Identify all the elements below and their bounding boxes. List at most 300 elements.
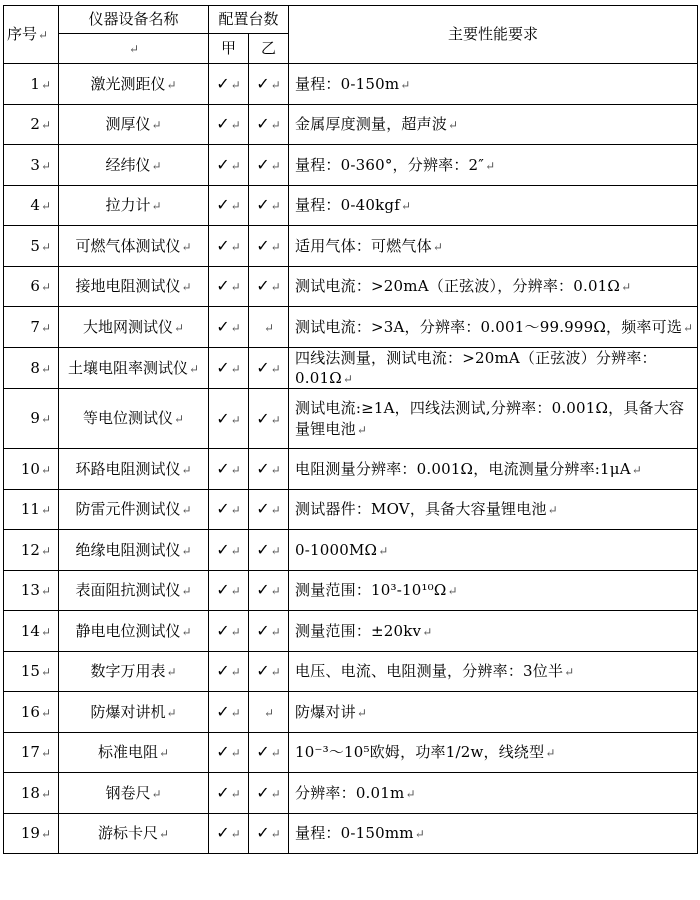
para-mark: ↵	[270, 280, 281, 295]
para-mark: ↵	[485, 158, 496, 173]
para-mark: ↵	[270, 827, 281, 842]
para-mark: ↵	[405, 786, 416, 801]
para-mark: ↵	[270, 746, 281, 761]
check-icon: ✓	[256, 408, 270, 428]
performance-text: 测试电流：>20mA（正弦波），分辨率：0.01Ω	[295, 277, 621, 296]
equipment-name: 表面阻抗测试仪	[75, 581, 181, 600]
para-mark: ↵	[40, 746, 51, 761]
table-row	[4, 449, 698, 490]
equipment-name: 绝缘电阻测试仪	[75, 540, 181, 559]
cell-config-b	[249, 611, 289, 652]
seq-number: 3	[30, 155, 40, 174]
cell-seq	[4, 732, 59, 773]
cell-name	[59, 104, 209, 145]
table-row	[4, 530, 698, 571]
para-mark: ↵	[37, 28, 49, 43]
para-mark: ↵	[230, 158, 241, 173]
para-mark: ↵	[166, 705, 177, 720]
check-icon: ✓	[216, 114, 230, 134]
table-row	[4, 651, 698, 692]
cell-config-a	[209, 530, 249, 571]
check-icon: ✓	[216, 235, 230, 255]
table-row	[4, 489, 698, 530]
para-mark: ↵	[151, 118, 162, 133]
para-mark: ↵	[230, 412, 241, 427]
cell-name	[59, 266, 209, 307]
check-icon: ✓	[256, 357, 270, 377]
equipment-name: 大地网测试仪	[82, 317, 173, 336]
para-mark: ↵	[230, 543, 241, 558]
equipment-name: 等电位测试仪	[82, 409, 173, 428]
seq-number: 13	[20, 581, 40, 600]
para-mark: ↵	[40, 543, 51, 558]
para-mark: ↵	[378, 543, 389, 558]
para-mark: ↵	[151, 158, 162, 173]
para-mark: ↵	[128, 42, 140, 57]
para-mark: ↵	[432, 239, 444, 254]
seq-number: 4	[30, 196, 40, 215]
header-perf	[289, 6, 698, 64]
header-seq-label: 序号	[6, 25, 37, 44]
para-mark: ↵	[263, 705, 275, 720]
check-icon: ✓	[256, 114, 270, 134]
check-icon: ✓	[216, 782, 230, 802]
header-perf-label: 主要性能要求	[448, 25, 539, 44]
seq-number: 16	[20, 702, 40, 721]
cell-name	[59, 145, 209, 186]
cell-performance	[289, 104, 698, 145]
para-mark: ↵	[342, 371, 354, 386]
para-mark: ↵	[230, 665, 241, 680]
seq-number: 14	[20, 621, 40, 640]
check-icon: ✓	[256, 539, 270, 559]
cell-config-b	[249, 773, 289, 814]
cell-name	[59, 347, 209, 389]
para-mark: ↵	[40, 239, 51, 254]
header-name-label: 仪器设备名称	[88, 10, 179, 29]
cell-performance	[289, 449, 698, 490]
para-mark: ↵	[230, 239, 241, 254]
check-icon: ✓	[216, 701, 230, 721]
cell-name	[59, 530, 209, 571]
header-name-sub	[59, 34, 209, 64]
cell-seq	[4, 570, 59, 611]
check-icon: ✓	[256, 195, 270, 215]
seq-number: 8	[30, 358, 40, 377]
para-mark: ↵	[40, 503, 51, 518]
table-row	[4, 570, 698, 611]
equipment-name: 激光测距仪	[90, 74, 166, 93]
cell-config-b	[249, 347, 289, 389]
performance-text: 10⁻³～10⁵欧姆，功率1/2w，线绕型	[295, 743, 545, 762]
para-mark: ↵	[166, 665, 177, 680]
cell-seq	[4, 530, 59, 571]
performance-text: 量程：0-150m	[295, 74, 400, 93]
cell-name	[59, 570, 209, 611]
cell-seq	[4, 449, 59, 490]
cell-performance	[289, 732, 698, 773]
para-mark: ↵	[414, 827, 425, 842]
cell-performance	[289, 64, 698, 105]
cell-performance	[289, 347, 698, 389]
performance-text: 四线法测量，测试电流：>20mA（正弦波）分辨率：0.01Ω	[295, 348, 657, 387]
para-mark: ↵	[270, 665, 281, 680]
check-icon: ✓	[256, 73, 270, 93]
para-mark: ↵	[422, 624, 433, 639]
seq-number: 5	[30, 236, 40, 255]
performance-text: 电压、电流、电阻测量，分辨率：3位半	[295, 662, 564, 681]
check-icon: ✓	[216, 154, 230, 174]
equipment-name: 数字万用表	[90, 662, 166, 681]
cell-name	[59, 611, 209, 652]
table-row	[4, 307, 698, 348]
para-mark: ↵	[230, 361, 241, 376]
table-row	[4, 64, 698, 105]
cell-performance	[289, 813, 698, 854]
cell-config-a	[209, 489, 249, 530]
para-mark: ↵	[270, 158, 281, 173]
cell-performance	[289, 226, 698, 267]
para-mark: ↵	[181, 543, 192, 558]
para-mark: ↵	[40, 158, 51, 173]
para-mark: ↵	[230, 786, 241, 801]
cell-performance	[289, 570, 698, 611]
cell-config-a	[209, 651, 249, 692]
seq-number: 18	[20, 783, 40, 802]
seq-number: 1	[30, 74, 40, 93]
table-row	[4, 389, 698, 449]
equipment-name: 土壤电阻率测试仪	[67, 358, 188, 377]
check-icon: ✓	[256, 458, 270, 478]
equipment-name: 钢卷尺	[105, 783, 151, 802]
para-mark: ↵	[447, 584, 458, 599]
header-b	[249, 34, 289, 64]
cell-name	[59, 773, 209, 814]
performance-text: 0-1000MΩ	[295, 540, 378, 559]
cell-performance	[289, 773, 698, 814]
cell-config-b	[249, 64, 289, 105]
para-mark: ↵	[188, 361, 200, 376]
equipment-name: 测厚仪	[105, 115, 151, 134]
para-mark: ↵	[40, 705, 51, 720]
cell-seq	[4, 347, 59, 389]
cell-config-b	[249, 185, 289, 226]
para-mark: ↵	[181, 503, 192, 518]
header-b-label: 乙	[261, 39, 277, 58]
performance-text: 量程：0-360°，分辨率：2″	[295, 155, 485, 174]
para-mark: ↵	[230, 584, 241, 599]
cell-name	[59, 307, 209, 348]
para-mark: ↵	[181, 584, 192, 599]
para-mark: ↵	[683, 320, 694, 335]
para-mark: ↵	[40, 320, 51, 335]
cell-name	[59, 651, 209, 692]
check-icon: ✓	[216, 357, 230, 377]
para-mark: ↵	[356, 705, 368, 720]
para-mark: ↵	[40, 462, 51, 477]
para-mark: ↵	[230, 280, 241, 295]
para-mark: ↵	[40, 199, 51, 214]
seq-number: 10	[20, 459, 40, 478]
seq-number: 19	[20, 824, 40, 843]
cell-seq	[4, 813, 59, 854]
cell-config-b	[249, 732, 289, 773]
cell-config-a	[209, 773, 249, 814]
para-mark: ↵	[40, 624, 51, 639]
table-row	[4, 226, 698, 267]
table-row	[4, 266, 698, 307]
para-mark: ↵	[270, 503, 281, 518]
para-mark: ↵	[270, 412, 281, 427]
cell-performance	[289, 307, 698, 348]
para-mark: ↵	[230, 77, 241, 92]
equipment-name: 可燃气体测试仪	[75, 236, 181, 255]
cell-config-b	[249, 389, 289, 449]
para-mark: ↵	[40, 280, 51, 295]
para-mark: ↵	[263, 320, 275, 335]
cell-seq	[4, 226, 59, 267]
check-icon: ✓	[216, 408, 230, 428]
performance-text: 测量范围：10³-10¹⁰Ω	[295, 581, 447, 600]
para-mark: ↵	[230, 746, 241, 761]
performance-text: 电阻测量分辨率：0.001Ω，电流测量分辨率:1μA	[295, 459, 631, 478]
equipment-name: 拉力计	[105, 196, 151, 215]
cell-name	[59, 732, 209, 773]
table-row	[4, 813, 698, 854]
para-mark: ↵	[230, 827, 241, 842]
cell-config-a	[209, 307, 249, 348]
performance-text: 测量范围：±20kv	[295, 621, 422, 640]
cell-config-a	[209, 813, 249, 854]
seq-number: 6	[30, 277, 40, 296]
cell-performance	[289, 266, 698, 307]
para-mark: ↵	[230, 624, 241, 639]
cell-config-a	[209, 449, 249, 490]
equipment-name: 防雷元件测试仪	[75, 500, 181, 519]
cell-config-b	[249, 813, 289, 854]
cell-performance	[289, 185, 698, 226]
equipment-name: 防爆对讲机	[90, 702, 166, 721]
para-mark: ↵	[181, 462, 192, 477]
cell-seq	[4, 185, 59, 226]
cell-config-b	[249, 692, 289, 733]
cell-config-a	[209, 692, 249, 733]
cell-config-b	[249, 226, 289, 267]
cell-config-a	[209, 611, 249, 652]
para-mark: ↵	[40, 786, 51, 801]
para-mark: ↵	[181, 624, 192, 639]
para-mark: ↵	[270, 77, 281, 92]
para-mark: ↵	[356, 422, 368, 437]
para-mark: ↵	[40, 665, 51, 680]
check-icon: ✓	[216, 823, 230, 843]
check-icon: ✓	[256, 276, 270, 296]
cell-performance	[289, 611, 698, 652]
para-mark: ↵	[158, 746, 170, 761]
equipment-name: 游标卡尺	[97, 824, 158, 843]
cell-config-a	[209, 266, 249, 307]
cell-config-b	[249, 530, 289, 571]
cell-name	[59, 226, 209, 267]
table-row	[4, 732, 698, 773]
check-icon: ✓	[256, 742, 270, 762]
equipment-name: 静电电位测试仪	[75, 621, 181, 640]
para-mark: ↵	[40, 584, 51, 599]
para-mark: ↵	[181, 239, 192, 254]
check-icon: ✓	[256, 620, 270, 640]
para-mark: ↵	[270, 462, 281, 477]
table-body	[4, 64, 698, 854]
cell-seq	[4, 651, 59, 692]
cell-name	[59, 692, 209, 733]
header-row-top	[4, 6, 698, 34]
para-mark: ↵	[158, 827, 170, 842]
para-mark: ↵	[631, 462, 643, 477]
table-row	[4, 773, 698, 814]
para-mark: ↵	[166, 77, 177, 92]
para-mark: ↵	[230, 320, 241, 335]
seq-number: 9	[30, 409, 40, 428]
cell-name	[59, 185, 209, 226]
performance-text: 测试电流:≥1A，四线法测试,分辨率：0.001Ω，具备大容量锂电池	[295, 399, 685, 438]
performance-text: 量程：0-150mm	[295, 824, 414, 843]
para-mark: ↵	[448, 118, 459, 133]
table-row	[4, 611, 698, 652]
cell-seq	[4, 611, 59, 652]
cell-name	[59, 813, 209, 854]
para-mark: ↵	[40, 827, 51, 842]
check-icon: ✓	[216, 73, 230, 93]
check-icon: ✓	[256, 661, 270, 681]
cell-seq	[4, 64, 59, 105]
cell-config-b	[249, 449, 289, 490]
para-mark: ↵	[173, 412, 185, 427]
equipment-name: 环路电阻测试仪	[75, 459, 181, 478]
para-mark: ↵	[230, 705, 241, 720]
cell-performance	[289, 651, 698, 692]
header-a	[209, 34, 249, 64]
para-mark: ↵	[270, 624, 281, 639]
cell-config-b	[249, 266, 289, 307]
check-icon: ✓	[216, 195, 230, 215]
para-mark: ↵	[270, 118, 281, 133]
cell-config-a	[209, 145, 249, 186]
para-mark: ↵	[173, 320, 185, 335]
para-mark: ↵	[151, 199, 162, 214]
check-icon: ✓	[216, 661, 230, 681]
para-mark: ↵	[181, 280, 192, 295]
performance-text: 测试电流：>3A，分辨率：0.001～99.999Ω，频率可选	[295, 317, 683, 336]
header-seq	[4, 6, 59, 64]
performance-text: 防爆对讲	[295, 702, 356, 721]
para-mark: ↵	[545, 746, 556, 761]
cell-config-a	[209, 732, 249, 773]
cell-seq	[4, 266, 59, 307]
performance-text: 分辨率：0.01m	[295, 783, 405, 802]
seq-number: 11	[20, 500, 40, 519]
para-mark: ↵	[40, 77, 51, 92]
seq-number: 12	[20, 540, 40, 559]
para-mark: ↵	[270, 361, 281, 376]
check-icon: ✓	[216, 742, 230, 762]
cell-name	[59, 449, 209, 490]
check-icon: ✓	[216, 580, 230, 600]
cell-name	[59, 489, 209, 530]
table-row	[4, 185, 698, 226]
cell-seq	[4, 692, 59, 733]
para-mark: ↵	[40, 361, 51, 376]
check-icon: ✓	[216, 458, 230, 478]
table-row	[4, 692, 698, 733]
cell-config-a	[209, 185, 249, 226]
seq-number: 7	[30, 317, 40, 336]
performance-text: 测试器件：MOV，具备大容量锂电池	[295, 500, 547, 519]
check-icon: ✓	[216, 316, 230, 336]
para-mark: ↵	[400, 77, 411, 92]
cell-seq	[4, 489, 59, 530]
cell-seq	[4, 773, 59, 814]
cell-performance	[289, 692, 698, 733]
cell-seq	[4, 389, 59, 449]
header-config	[209, 6, 289, 34]
cell-config-b	[249, 570, 289, 611]
seq-number: 2	[30, 115, 40, 134]
check-icon: ✓	[256, 154, 270, 174]
cell-config-a	[209, 64, 249, 105]
check-icon: ✓	[216, 499, 230, 519]
performance-text: 量程：0-40kgf	[295, 196, 400, 215]
equipment-name: 接地电阻测试仪	[75, 277, 181, 296]
cell-performance	[289, 145, 698, 186]
para-mark: ↵	[547, 503, 558, 518]
cell-config-b	[249, 307, 289, 348]
para-mark: ↵	[270, 543, 281, 558]
cell-config-b	[249, 651, 289, 692]
header-a-label: 甲	[220, 39, 236, 58]
equipment-name: 标准电阻	[97, 743, 158, 762]
cell-config-b	[249, 489, 289, 530]
para-mark: ↵	[270, 239, 281, 254]
seq-number: 17	[20, 743, 40, 762]
check-icon: ✓	[216, 539, 230, 559]
header-config-label: 配置台数	[218, 10, 279, 29]
equipment-table	[3, 5, 698, 854]
check-icon: ✓	[256, 499, 270, 519]
check-icon: ✓	[256, 235, 270, 255]
cell-performance	[289, 389, 698, 449]
para-mark: ↵	[230, 199, 241, 214]
para-mark: ↵	[564, 665, 575, 680]
para-mark: ↵	[40, 118, 51, 133]
para-mark: ↵	[40, 412, 51, 427]
cell-config-a	[209, 226, 249, 267]
cell-name	[59, 64, 209, 105]
check-icon: ✓	[216, 620, 230, 640]
header-name	[59, 6, 209, 34]
cell-performance	[289, 530, 698, 571]
para-mark: ↵	[151, 786, 162, 801]
table-row	[4, 145, 698, 186]
cell-seq	[4, 145, 59, 186]
cell-config-b	[249, 145, 289, 186]
cell-performance	[289, 489, 698, 530]
cell-seq	[4, 307, 59, 348]
cell-config-a	[209, 347, 249, 389]
para-mark: ↵	[621, 280, 632, 295]
cell-config-a	[209, 570, 249, 611]
cell-config-a	[209, 389, 249, 449]
cell-seq	[4, 104, 59, 145]
